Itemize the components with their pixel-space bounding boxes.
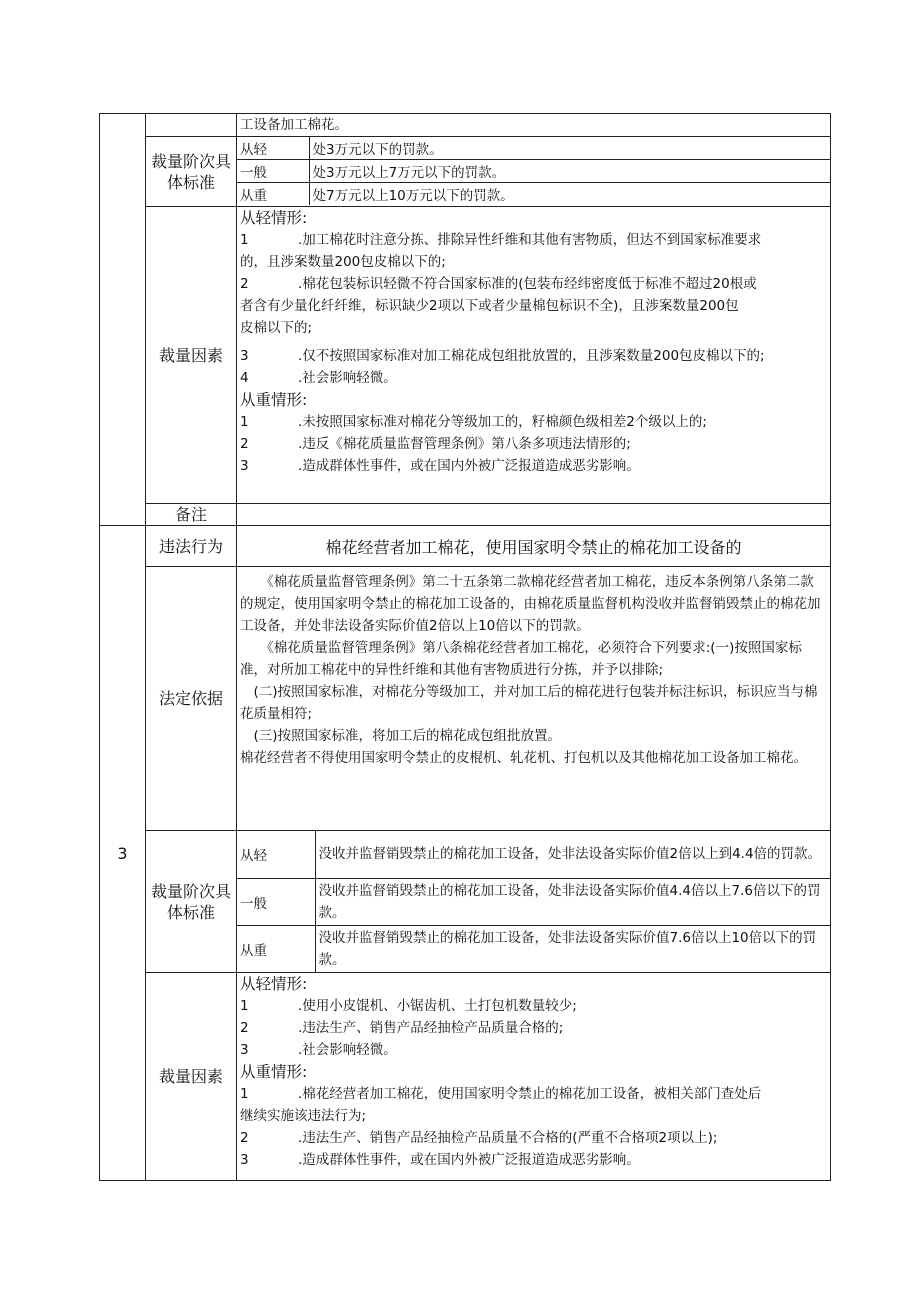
row-number-cell — [100, 114, 146, 526]
light-heading: 从轻情形: — [240, 209, 308, 227]
level-name: 从轻 — [237, 137, 309, 159]
empty-label-cell — [146, 114, 237, 137]
list-item: 2 .违反《棉花质量监督管理条例》第八条多项违法情形的; — [240, 436, 631, 452]
penalty-table — [99, 113, 831, 1181]
list-item: 4 .社会影响轻微。 — [240, 370, 397, 386]
violation-label: 违法行为 — [146, 526, 237, 567]
levels-subtable — [237, 831, 830, 972]
basis-label: 法定依据 — [146, 567, 237, 831]
factors-cell — [237, 207, 831, 504]
level-name: 一般 — [237, 159, 309, 182]
list-item: 3 .造成群体性事件，或在国内外被广泛报道造成恶劣影响。 — [240, 1152, 640, 1168]
levels-label: 裁量阶次具体标准 — [146, 831, 237, 973]
row-number-3: 3 — [100, 526, 146, 1181]
list-item: 1 .棉花经营者加工棉花，使用国家明令禁止的棉花加工设备，被相关部门查处后 — [240, 1086, 762, 1102]
level-text: 没收并监督销毁禁止的棉花加工设备，处非法设备实际价值7.6倍以上10倍以下的罚款。 — [315, 925, 830, 972]
factors-cell — [237, 973, 831, 1181]
basis-paragraph: (二)按照国家标准，对棉花分等级加工，并对加工后的棉花进行包装并标注标识，标识应当与棉花质量相符; — [240, 684, 818, 722]
level-name: 从轻 — [237, 831, 315, 878]
list-item: 1 .加工棉花时注意分拣、排除异性纤维和其他有害物质，但达不到国家标准要求 — [240, 232, 762, 248]
basis-cell — [237, 567, 831, 831]
levels-label: 裁量阶次具体标准 — [146, 137, 237, 207]
violation-text: 棉花经营者加工棉花，使用国家明令禁止的棉花加工设备的 — [237, 526, 831, 567]
list-item-continuation: 继续实施该违法行为; — [240, 1108, 367, 1124]
remark-cell — [237, 504, 831, 526]
list-item-continuation: 的，且涉案数量200包皮棉以下的; — [240, 254, 446, 270]
level-text: 处7万元以上10万元以下的罚款。 — [309, 182, 830, 205]
list-item: 2 .违法生产、销售产品经抽检产品质量不合格的(严重不合格项2项以上); — [240, 1130, 718, 1146]
list-item: 1 .使用小皮馄机、小锯齿机、土打包机数量较少; — [240, 998, 577, 1014]
list-item: 2 .棉花包装标识轻微不符合国家标准的(包装布经纬密度低于标准不超过20根或 — [240, 276, 757, 292]
level-text: 处3万元以下的罚款。 — [309, 137, 830, 159]
levels-cell — [237, 137, 831, 207]
level-name: 从重 — [237, 925, 315, 972]
list-item: 1 .未按照国家标准对棉花分等级加工的，籽棉颜色级相差2个级以上的; — [240, 414, 707, 430]
basis-paragraph: (三)按照国家标准，将加工后的棉花成包组批放置。 — [253, 728, 562, 744]
level-name: 从重 — [237, 182, 309, 205]
level-text: 没收并监督销毁禁止的棉花加工设备，处非法设备实际价值4.4倍以上7.6倍以下的罚款。 — [315, 878, 830, 925]
basis-paragraph: 《棉花质量监督管理条例》第二十五条第二款棉花经营者加工棉花，违反本条例第八条第二款的规定，使用国家明令禁止的棉花加工设备的，由棉花质量监督机构没收并监督销毁禁止的棉花加工设备，并处非法设备实际价值2倍以上10倍以下的罚款。 — [240, 574, 821, 634]
level-text: 处3万元以上7万元以下的罚款。 — [309, 159, 830, 182]
heavy-heading: 从重情形: — [240, 391, 308, 409]
list-item: 3 .社会影响轻微。 — [240, 1042, 397, 1058]
levels-cell — [237, 831, 831, 973]
remark-label: 备注 — [146, 504, 237, 526]
list-item: 2 .违法生产、销售产品经抽检产品质量合格的; — [240, 1020, 564, 1036]
factors-label: 裁量因素 — [146, 973, 237, 1181]
basis-paragraph: 《棉花质量监督管理条例》第八条棉花经营者加工棉花，必须符合下列要求:(一)按照国家标准，对所加工棉花中的异性纤维和其他有害物质进行分拣，并予以排除; — [240, 640, 802, 678]
levels-subtable — [237, 137, 830, 205]
continued-text: 工设备加工棉花。 — [237, 114, 831, 137]
level-text: 没收并监督销毁禁止的棉花加工设备，处非法设备实际价值2倍以上到4.4倍的罚款。 — [315, 831, 830, 878]
factors-label: 裁量因素 — [146, 207, 237, 504]
heavy-heading: 从重情形: — [240, 1063, 308, 1081]
list-item: 3 .仅不按照国家标准对加工棉花成包组批放置的，且涉案数量200包皮棉以下的; — [240, 348, 765, 364]
list-item-continuation: 者含有少量化纤纤维，标识缺少2项以下或者少量棉包标识不全)，且涉案数量200包 皮棉以下的; — [240, 298, 739, 336]
list-item: 3 .造成群体性事件，或在国内外被广泛报道造成恶劣影响。 — [240, 458, 640, 474]
basis-paragraph: 棉花经营者不得使用国家明令禁止的皮棍机、轧花机、打包机以及其他棉花加工设备加工棉花。 — [240, 750, 807, 766]
level-name: 一般 — [237, 878, 315, 925]
light-heading: 从轻情形: — [240, 975, 308, 993]
